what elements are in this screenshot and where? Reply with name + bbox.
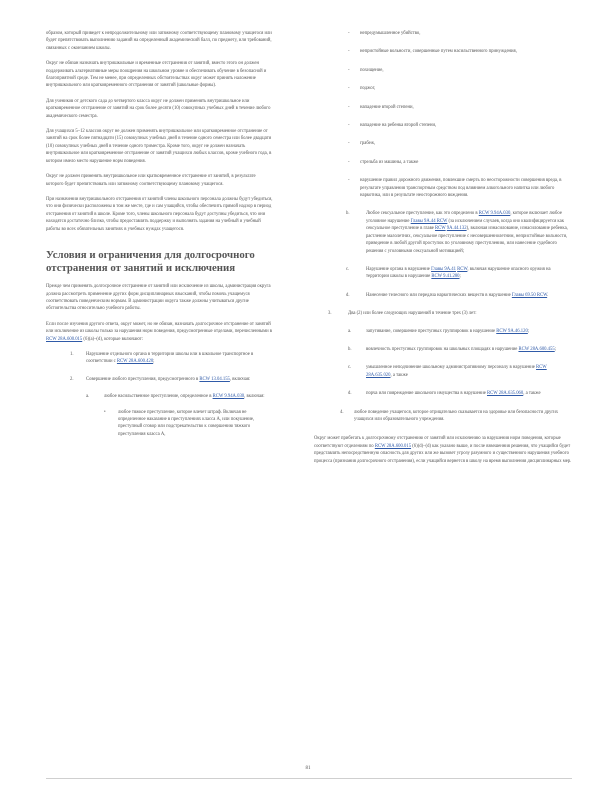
rcw-link[interactable]: RCW 13.04.155: [199, 376, 230, 382]
list-subitem-d: d. Нанесение телесного или передача наркотических веществ в нарушение Главы 69.50 RCW.: [346, 292, 549, 298]
list-subitem-b: b. Любое сексуальное преступление, как это определено в RCW 9.94A.030, которое включает любое уголовное нарушение Главы 9A.44 RCW (за исключением случаев, когда оно квалифицируется как сексуальное преступление в главе RCW 9A.44.132), включая изнасилование, изнасилование ребенка, растление малолетних, сексуальное преступление с несовершеннолетним, непристойные вольности, приведение в любой другой проступок по уголовному преступлению, или нанесение судебного решения с уголовными сексуальной мотивацией;: [346, 211, 568, 254]
rcw-link[interactable]: RCW 28A.600.015: [46, 336, 83, 342]
list-subitem-a: а. запугивание, совершение преступных группировок в нарушение RCW 9A.46.120;: [348, 328, 530, 334]
list-item-1: 1. Нарушение отдельного органа в территории школы или в школьное транспортное в соответствии с RCW 28A.600.420;: [70, 351, 254, 365]
rcw-link[interactable]: 9A.44.132: [446, 226, 467, 232]
section-heading: Условия и ограничения для долгосрочного отстранения от занятий и исключения: [46, 248, 255, 274]
rcw-link[interactable]: RCW 9.94A.030: [478, 211, 511, 217]
right-column: [314, 30, 572, 473]
list-subitem-b: b. вовлечность преступных группировок на школьных площадях в нарушение RCW 28A.600.455;: [348, 346, 557, 352]
rcw-link[interactable]: Главы 9A.41: [431, 266, 456, 272]
list-bullet: - непредумышленное убийство,: [348, 31, 421, 36]
list-bullet: - поджог,: [348, 86, 376, 92]
rcw-link[interactable]: RCW 28A.635.060: [486, 391, 524, 397]
list-bullet: - похищение,: [348, 67, 384, 73]
rcw-link[interactable]: RCW 9.41.280: [431, 274, 460, 280]
rcw-link[interactable]: RCW 28A.600.455: [518, 346, 555, 352]
rcw-link[interactable]: RCW 28A.600.420: [116, 359, 154, 365]
list-subitem-c: c. Нарушение органа в нарушение Главы 9A.41 RCW, включая нарушение опасного оружия на территории школы в нарушение RCW 9.41.280;: [346, 266, 551, 280]
rcw-link[interactable]: Главы 69.50 RCW: [511, 292, 548, 298]
rcw-link[interactable]: RCW 28A.600.015: [374, 443, 412, 449]
left-column: [46, 30, 274, 443]
page-number: 81: [305, 766, 311, 771]
list-bullet: - стрельба из машины, а также: [348, 159, 419, 165]
paragraph-3: Для учеников от детского сада до четвертого класса округ не должен применять внутришкольное или кратковременное отстранение от занятий на срок более десяти (10) совокупных учебных дней в течение любого академического семестра.: [46, 98, 271, 119]
list-subitem-d: d. порча или повреждение школьного имущества в нарушение RCW 28A.635.060, а также: [348, 391, 541, 397]
list-bullet: - непристойные вольности, совершенные путем насильственного принуждения,: [348, 49, 517, 55]
rcw-link[interactable]: Главы 9A.44 RCW: [410, 218, 448, 224]
list-bullet: • любое тяжкое преступление, которое влечет штраф. Включая не определенное наказание в преступлениях класса A, или покушение, преступный сговор или подстрекательство к совершению тяжкого преступления класса A,: [104, 409, 255, 437]
rcw-link[interactable]: RCW 9A.46.120: [496, 328, 528, 334]
rcw-link[interactable]: RCW 28A.635.020: [366, 365, 547, 378]
list-bullet: - нападение на ребенка второй степени,: [348, 123, 437, 129]
paragraph-6: При назначении внутришкольного отстранения от занятий члены школьного персонала должны будут убедиться, что они физически расположены в том же месте, где и сам учащийся, чтобы обеспечить прямой надзор в период отстранения от занятий в школе. Кроме того, члены школьного персонала будут доступны убедиться, что они находятся достаточно близко, чтобы предоставлять поддержку и выполнять задания на учебный и учебный работы во всех обязательных занятиях в учебных нуждах учащегося.: [46, 196, 273, 232]
rcw-link[interactable]: RCW 9.94A.030: [212, 394, 245, 400]
paragraph-2: Округ не обязан назначать внутришкольные и временные отстранения от занятий, вместо этого он должен поддерживать альтернативные меры поощрения на школьном уровне и обеспечивать обучение в безопасной и благоприятной среде. Тем не менее, при определенных обстоятельствах округ может принять наложение внутришкольного или кратковременного отстранения от занятий (школьные формы).: [46, 61, 267, 89]
rcw-link[interactable]: RCW: [457, 266, 468, 272]
paragraph-4: Для учащихся 5–12 классов округ не должен применять внутришкольное или кратковременное отстранение от занятий на срок более пятнадцати (15) совокупных учебных дней в течение одного семестра или более двадцати (10) совокупных учебных дней в течение одного триместра. Кроме того, округ не должен назначать внутришкольное или кратковременное отстранение от занятий учащихся любых классов, кроме учебного года, в котором имело место нарушение норм поведения.: [46, 129, 272, 164]
footer-divider: [46, 778, 572, 779]
list-bullet: - нарушение правил дорожного движения, повлекшие смерть по неосторожности совершения вреда, в результате управления транспортным средством под влиянием алкогольного напитка или любого наркотика, или в результате неосторожного вождения.: [348, 178, 562, 199]
list-item-4: 4. любое поведение учащегося, которое отрицательно сказывается на здоровье или безопасности других учащихся или образовательного учреждения.: [340, 409, 559, 422]
final-paragraph: Округ может прибегать к долгосрочному отстранению от занятий или исключению за нарушения норм поведения, которые соответствуют отделениям по RCW 28A.600.015 (6)(d)–(d) как указано выше, и после взвешенния решения, что учащийся будет представлять непосредственную опасность для других или же вызовет угрозу разумного и существенного нарушения учебного процесса (признания долгосрочного отстранения), если учащийся вернется в школу на время выполнения дисциплинарных мер.: [314, 436, 572, 464]
paragraph-after-heading-1: Прежде чем применять долгосрочное отстранение от занятий или исключение из школы, администрация округа должна рассмотреть применение других форм дисциплинарных взысканий, чтобы помочь учащемуся соответствовать поведенческим нормам. В администрации округа также должны учитываться другие обстоятельства относительно учебного работы.: [46, 284, 271, 312]
paragraph-5: Округ не должен применять внутришкольное или кратковременное отстранение от занятий, в результате которого будет препятствовать или затяжному соответствующему плановому учащегося.: [46, 174, 256, 187]
list-subitem-a: а. любое насильственное преступление, определенное в RCW 9.94A.030, включая:: [86, 394, 265, 400]
list-item-2: 2. Совершение любого преступления, предусмотренного в RCW 13.04.155, включая:: [70, 376, 251, 382]
list-bullet: - грабеж,: [348, 141, 376, 147]
paragraph-after-heading-2: Если после изучения другого ответа, округ может, но не обязан, назначать долгосрочное отстранение от занятий или исключение из школы только за нарушения норм поведения, предусмотренные отделами, перечисленными в RCW 28A.600.015 (6)(а)–(d), которые включают:: [46, 321, 272, 342]
rcw-link[interactable]: RCW: [435, 226, 446, 232]
list-subitem-c: c. умышленное неподчинение школьному административному персоналу в нарушение RCW 28A.635.020, а также: [348, 365, 547, 378]
list-bullet: - нападение второй степени,: [348, 104, 414, 110]
paragraph-1: образом, который приведет к непродолжительному или затяжному соответствующему плановому учащегося или будет препятствовать выполнению заданий на определенный академический балл, по предмету, или требований, связанных с окончанием школы.: [46, 31, 272, 51]
list-item-3: 3. Два (2) или более следующих нарушений в течение трех (3) лет:: [328, 311, 477, 317]
